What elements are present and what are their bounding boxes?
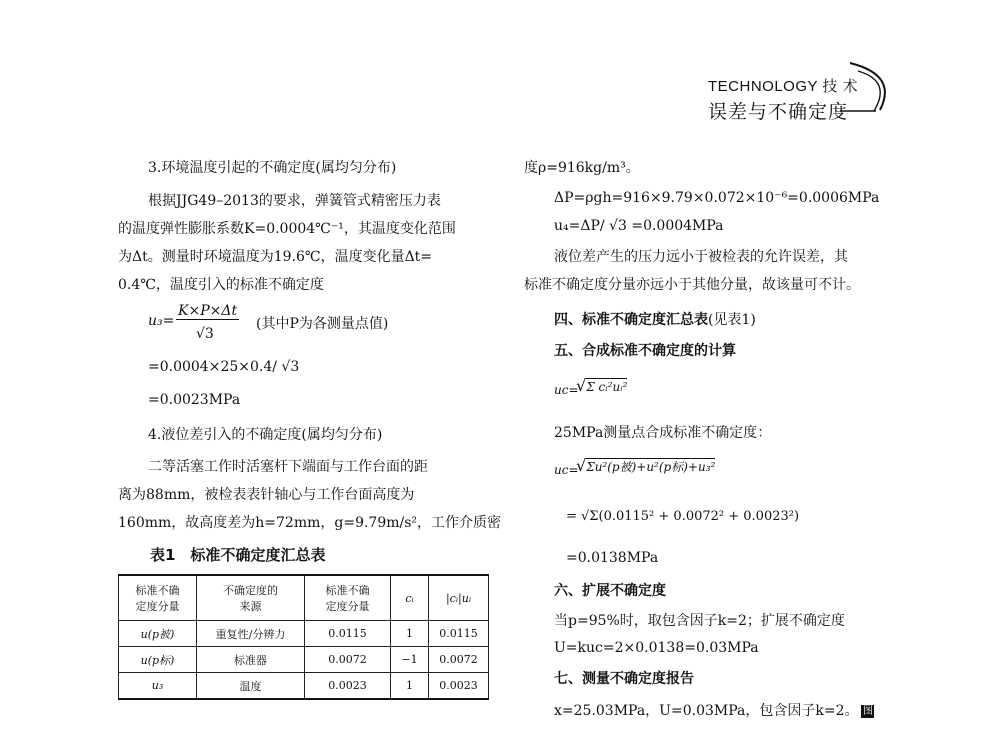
paragraph-line: 离为88mm，被检表表针轴心与工作台面高度为 [118, 487, 415, 503]
formula-line: U=kuc=2×0.0138=0.03MPa [554, 640, 759, 656]
section-4-title [554, 309, 756, 329]
paragraph-line: 160mm，故高度差为h=72mm，g=9.79m/s²，工作介质密 [118, 515, 502, 531]
uc-formula: Σ cᵢ²uᵢ² [586, 380, 628, 394]
end-mark-icon: 图 [862, 705, 873, 717]
table-caption: 表1 标准不确定度汇总表 [150, 546, 326, 564]
final-report-line [554, 700, 874, 720]
uc-label: uc= [554, 383, 579, 397]
table-row [119, 673, 489, 700]
table-header-cell: |cᵢ|uᵢ [429, 575, 489, 621]
table-cell: 0.0023 [429, 673, 489, 700]
table-cell: 温度 [197, 673, 305, 700]
table-cell: 重复性/分辨力 [197, 621, 305, 647]
section-6-heading: 六、扩展不确定度 [554, 583, 666, 599]
final-report-text: x=25.03MPa，U=0.03MPa，包含因子k=2。 [554, 703, 859, 719]
paragraph-line: 当p=95%时，取包含因子k=2；扩展不确定度 [554, 613, 845, 629]
uc2-root: √Σu²(p被)+u²(p标)+u₃² [576, 456, 716, 475]
u3-denominator: √3 [196, 326, 214, 342]
paragraph-line: 的温度弹性膨胀系数K=0.0004℃⁻¹，其温度变化范围 [118, 221, 456, 237]
formula-line: ΔP=ρgh=916×9.79×0.072×10⁻⁶=0.0006MPa [554, 190, 880, 206]
paragraph-line: 为Δt。测量时环境温度为19.6℃，温度变化量Δt= [118, 249, 433, 265]
table-header-cell: 不确定度的 来源 [197, 575, 305, 621]
u3-label: u₃= [148, 313, 175, 329]
calc-line: =0.0023MPa [148, 392, 241, 408]
uc2-label: uc= [554, 463, 579, 477]
paragraph-line: 度ρ=916kg/m³。 [524, 160, 640, 176]
uc4-line: =0.0138MPa [566, 550, 659, 566]
paragraph-line: 二等活塞工作时活塞杆下端面与工作台面的距 [148, 459, 428, 475]
table-cell: 0.0072 [429, 647, 489, 673]
section-4-heading-suffix: (见表1) [708, 312, 756, 328]
paragraph-line: 标准不确定度分量亦远小于其他分量，故该量可不计。 [524, 277, 860, 293]
uc3-line: = √Σ(0.0115² + 0.0072² + 0.0023²) [566, 509, 800, 524]
table-cell: 0.0115 [429, 621, 489, 647]
header-technology: TECHNOLOGY 技 术 [708, 78, 859, 95]
table-cell: u(p被) [119, 621, 197, 647]
paragraph-line: 25MPa测量点合成标准不确定度： [554, 425, 772, 441]
table-cell: −1 [391, 647, 429, 673]
header-title: 误差与不确定度 [708, 101, 849, 123]
u3-numerator: K×P×Δt [178, 303, 238, 319]
section-7-heading: 七、测量不确定度报告 [554, 671, 694, 687]
paragraph-line: 0.4℃，温度引入的标准不确定度 [118, 277, 324, 293]
table-cell: 标准器 [197, 647, 305, 673]
table-cell: u(p标) [119, 647, 197, 673]
table-header-cell: cᵢ [391, 575, 429, 621]
calc-line: =0.0004×25×0.4/ √3 [148, 359, 300, 375]
section-4-heading-text: 四、标准不确定度汇总表 [554, 312, 708, 328]
table-cell: 1 [391, 621, 429, 647]
section-3-heading: 3.环境温度引起的不确定度(属均匀分布) [148, 160, 397, 176]
table-header-cell: 标准不确 定度分量 [305, 575, 391, 621]
uncertainty-table [118, 574, 489, 700]
table-cell: 0.0023 [305, 673, 391, 700]
paragraph-line: 根据JJG49–2013的要求，弹簧管式精密压力表 [148, 193, 441, 209]
section-4-heading: 4.液位差引入的不确定度(属均匀分布) [148, 427, 383, 443]
table-row [119, 647, 489, 673]
u3-note: (其中P为各测量点值) [256, 316, 389, 332]
uc2-formula: Σu²(p被)+u²(p标)+u₃² [586, 460, 716, 474]
table-row [119, 621, 489, 647]
table-cell: 0.0072 [305, 647, 391, 673]
header-arc-decoration [840, 55, 910, 125]
formula-line: u₄=ΔP/ √3 =0.0004MPa [554, 218, 724, 234]
section-5-heading: 五、合成标准不确定度的计算 [554, 343, 736, 359]
table-cell: 1 [391, 673, 429, 700]
table-cell: 0.0115 [305, 621, 391, 647]
table-header-cell: 标准不确 定度分量 [119, 575, 197, 621]
table-cell: u₃ [119, 673, 197, 700]
uc-root: √Σ cᵢ²uᵢ² [576, 376, 628, 395]
paragraph-line: 液位差产生的压力远小于被检表的允许误差，其 [554, 249, 848, 265]
